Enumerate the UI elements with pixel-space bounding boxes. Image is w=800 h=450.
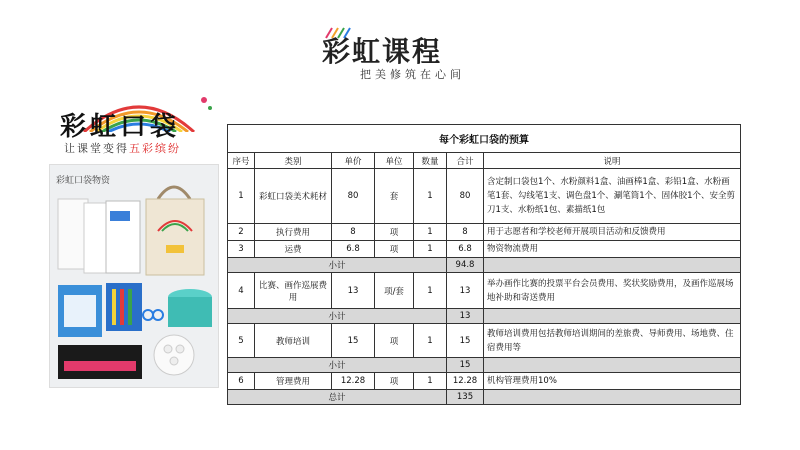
cell-price: 6.8 [332,241,375,258]
cell-price: 80 [332,169,375,224]
photo-caption: 彩虹口袋物资 [56,176,111,186]
materials-photo [49,164,219,388]
slogan-prefix: 让课堂变得 [64,142,129,155]
cell-no: 1 [228,169,255,224]
total-row [228,390,741,405]
table-row [228,373,741,390]
col-header-qty: 数量 [414,153,447,169]
cell-desc: 用于志愿者和学校老师开展项目活动和反馈费用 [484,224,741,241]
cell-no: 5 [228,324,255,358]
table-row [228,324,741,358]
logo-subtitle: 把美修筑在心间 [360,68,465,81]
cell-desc: 物资物流费用 [484,241,741,258]
cell-category: 运费 [255,241,332,258]
cell-category: 彩虹口袋美术耗材 [255,169,332,224]
cell-total: 13 [447,273,484,309]
cell-qty: 1 [414,273,447,309]
subtotal-row [228,358,741,373]
total-value: 135 [447,390,484,405]
cell-qty: 1 [414,373,447,390]
cell-category: 教师培训 [255,324,332,358]
col-header-total: 合计 [447,153,484,169]
cell-total: 12.28 [447,373,484,390]
materials-illustration [50,165,218,387]
budget-table [227,124,741,405]
cell-no: 3 [228,241,255,258]
table-title-row [228,125,741,153]
table-row [228,224,741,241]
cell-unit: 项/套 [375,273,414,309]
course-logo [322,30,482,85]
cell-price: 8 [332,224,375,241]
cell-total: 8 [447,224,484,241]
subtotal-value: 15 [447,358,484,373]
table-row [228,169,741,224]
total-label: 总计 [228,390,447,405]
cell-unit: 项 [375,324,414,358]
cell-qty: 1 [414,169,447,224]
cell-total: 6.8 [447,241,484,258]
cell-qty: 1 [414,224,447,241]
subtotal-blank [484,309,741,324]
cell-unit: 项 [375,241,414,258]
subtotal-label: 小计 [228,309,447,324]
cell-price: 15 [332,324,375,358]
subtotal-value: 94.8 [447,258,484,273]
cell-unit: 项 [375,373,414,390]
cell-category: 执行费用 [255,224,332,241]
brand-name: 彩虹口袋 [60,112,181,142]
cell-price: 13 [332,273,375,309]
cell-price: 12.28 [332,373,375,390]
cell-category: 比赛、画作巡展费用 [255,273,332,309]
cell-unit: 项 [375,224,414,241]
subtotal-blank [484,358,741,373]
budget-table-wrapper [227,124,741,405]
col-header-price: 单价 [332,153,375,169]
cell-qty: 1 [414,241,447,258]
cell-desc: 举办画作比赛的投票平台会员费用、奖状奖励费用，及画作巡展场地补助和寄送费用 [484,273,741,309]
logo-title: 彩虹课程 [322,35,443,68]
cell-no: 6 [228,373,255,390]
cell-unit: 套 [375,169,414,224]
col-header-unit: 单位 [375,153,414,169]
cell-total: 15 [447,324,484,358]
col-header-category: 类别 [255,153,332,169]
subtotal-label: 小计 [228,358,447,373]
cell-total: 80 [447,169,484,224]
cell-no: 2 [228,224,255,241]
brand-slogan [64,140,181,156]
col-header-no: 序号 [228,153,255,169]
subtotal-label: 小计 [228,258,447,273]
table-row [228,273,741,309]
brand-logo [54,92,220,162]
table-header-row [228,153,741,169]
cell-qty: 1 [414,324,447,358]
cell-desc: 教师培训费用包括教师培训期间的差旅费、导师费用、场地费、住宿费用等 [484,324,741,358]
cell-category: 管理费用 [255,373,332,390]
table-title: 每个彩虹口袋的预算 [228,125,741,153]
subtotal-value: 13 [447,309,484,324]
slogan-highlight: 五彩缤纷 [129,142,181,155]
subtotal-row [228,309,741,324]
cell-desc: 机构管理费用10% [484,373,741,390]
total-blank [484,390,741,405]
table-row [228,241,741,258]
subtotal-blank [484,258,741,273]
col-header-desc: 说明 [484,153,741,169]
subtotal-row [228,258,741,273]
cell-desc: 含定制口袋包1个、水粉颜料1盒、油画棒1盒、彩铅1盒、水粉画笔1套、勾线笔1支、调色盘1个、涮笔筒1个、固体胶1个、安全剪刀1支、水粉纸1包、素描纸1包 [484,169,741,224]
cell-no: 4 [228,273,255,309]
